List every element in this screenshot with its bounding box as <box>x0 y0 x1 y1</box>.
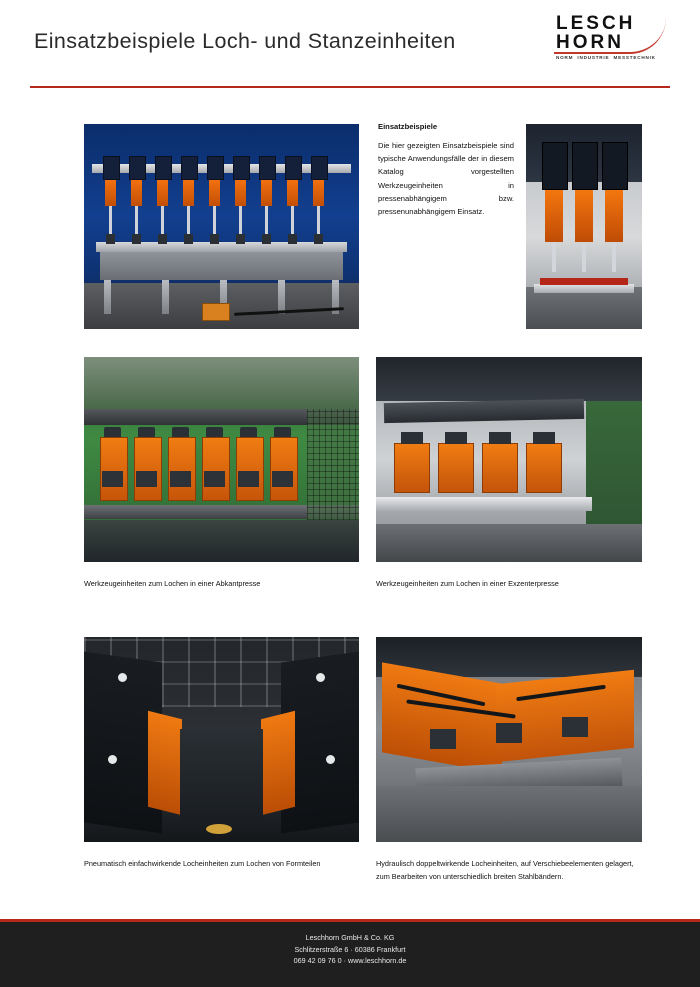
footer-contact: 069 42 09 76 0 · www.leschhorn.de <box>293 956 407 965</box>
intro-title: Einsatzbeispiele <box>378 122 438 131</box>
footer-text <box>0 932 700 967</box>
figure-lochen-exzenterpresse <box>376 357 642 562</box>
figure-hydraulische-locheinheiten <box>376 637 642 842</box>
caption-hydraulische-locheinheiten: Hydraulisch doppeltwirkende Locheinheiten, auf Verschiebeelementen gelagert, zum Bearbeiten von unterschiedlich breiten Stahlbändern. <box>376 859 634 881</box>
caption-lochen-abkantpresse: Werkzeugeinheiten zum Lochen in einer Abkantpresse <box>84 579 261 588</box>
figure-uebersicht-abkantpresse <box>84 124 359 329</box>
footer-divider <box>0 919 700 922</box>
header-divider <box>30 86 670 88</box>
caption-pneumatische-locheinheiten: Pneumatisch einfachwirkende Locheinheiten zum Lochen von Formteilen <box>84 859 321 868</box>
logo-sub-norm: NORM <box>556 55 574 60</box>
logo-subtitle <box>554 55 668 60</box>
intro-block <box>378 122 514 218</box>
logo-sub-industrie: INDUSTRIE <box>577 55 610 60</box>
figure-pneumatische-locheinheiten <box>84 637 359 842</box>
logo-line2: HORN <box>556 32 624 53</box>
logo-sub-messtechnik: MESSTECHNIK <box>613 55 656 60</box>
logo-line1: LESCH <box>556 13 636 34</box>
footer-address: Schlitzerstraße 6 · 60386 Frankfurt <box>294 944 406 954</box>
page-header <box>0 0 700 88</box>
footer-company: Leschhorn GmbH & Co. KG <box>305 933 395 942</box>
figure-werkzeugeinheiten-detail <box>526 124 642 329</box>
caption-lochen-exzenterpresse: Werkzeugeinheiten zum Lochen in einer Exzenterpresse <box>376 579 559 588</box>
intro-body: Die hier gezeigten Einsatzbeispiele sind typische Anwendungsfälle der in diesem Katalog vorgestellten Werkzeugeinheiten in pressenabhängigem bzw. pressenunabhängigem Einsatz. <box>378 141 514 217</box>
figure-lochen-abkantpresse <box>84 357 359 562</box>
company-logo <box>554 14 668 70</box>
page-title: Einsatzbeispiele Loch- und Stanzeinheiten <box>34 29 456 53</box>
